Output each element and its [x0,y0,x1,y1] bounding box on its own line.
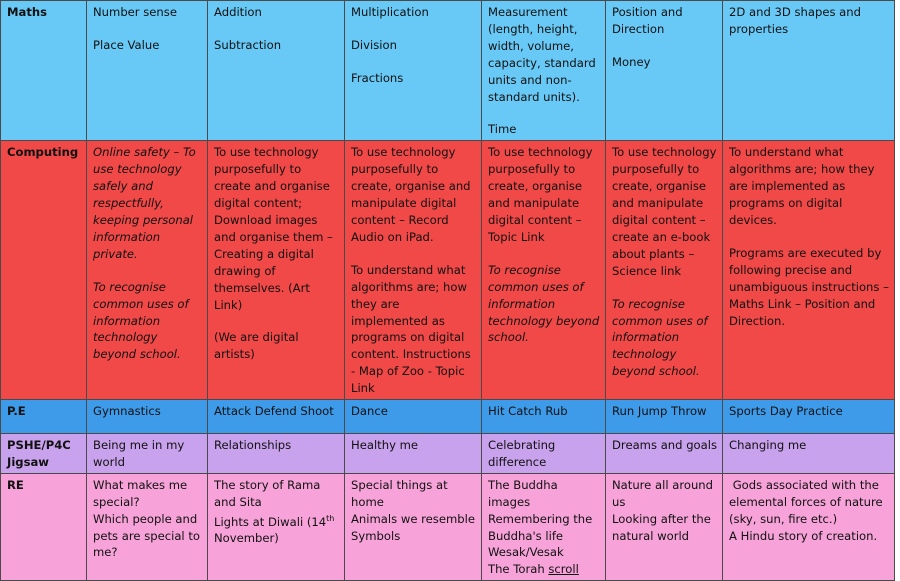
topic-line: Number sense [93,5,177,19]
topic-line: What makes me special? [93,477,188,509]
topic-cell: Changing me [723,434,895,474]
subject-cell: PSHE/P4C Jigsaw [1,434,87,474]
topic-cell [482,473,606,580]
subject-cell: P.E [1,400,87,434]
text-run: The Torah [488,562,549,577]
topic-line [488,561,600,578]
topic-cell [345,1,482,141]
topic-cell: Gymnastics [87,400,208,434]
re-row [1,473,895,580]
topic-cell: Relationships [208,434,345,474]
topic-line: To recognise common uses of information technology beyond school. [488,262,600,345]
topic-cell [208,1,345,141]
topic-line: Programs are executed by following precise and unambiguous instructions – Maths Link – Position and Direction. [729,245,889,328]
topic-line: Special things at home [351,477,448,509]
subject-cell: Maths [1,1,87,141]
topic-cell: Run Jump Throw [606,400,723,434]
topic-line: Subtraction [214,37,282,52]
topic-line: Money [612,54,651,69]
topic-cell [482,141,606,400]
topic-line [214,511,339,548]
subject-cell: Computing [1,141,87,400]
topic-line: (We are digital artists) [214,330,299,362]
text-run: November) [214,531,279,546]
text-run: scroll [548,562,579,577]
topic-cell [87,141,208,400]
topic-line: To understand what algorithms are; how they are implemented as programs on digital content. Instructions - Map of Zoo - Topic Link [351,262,471,396]
topic-line: Place Value [93,37,160,52]
topic-cell [208,473,345,580]
topic-cell: Dance [345,400,482,434]
topic-cell: Healthy me [345,434,482,474]
topic-line: Wesak/Vesak [488,545,564,560]
topic-cell [345,473,482,580]
topic-line: A Hindu story of creation. [729,528,878,543]
computing-row [1,141,895,400]
topic-line: Looking after the natural world [612,511,711,543]
topic-cell: Dreams and goals [606,434,723,474]
topic-line: 2D and 3D shapes and properties [729,5,861,36]
topic-cell: Hit Catch Rub [482,400,606,434]
topic-cell [723,1,895,141]
topic-cell [345,141,482,400]
topic-line: Multiplication [351,5,429,19]
topic-line: Symbols [351,528,401,543]
topic-cell [723,473,895,580]
topic-line: Gods associated with the elemental forces of nature (sky, sun, fire etc.) [729,477,887,526]
topic-line: To recognise common uses of information technology beyond school. [612,296,708,379]
topic-line: Fractions [351,70,404,85]
topic-cell [87,1,208,141]
topic-line: To use technology purposefully to create, organise and manipulate digital content – create an e-book about plants – Science link [612,145,717,278]
topic-cell: Sports Day Practice [723,400,895,434]
topic-line: To use technology purposefully to create and organise digital content; Download images and organise them – Creating a digital drawing of themselves. (Art Link) [214,145,333,312]
topic-line: Animals we resemble [351,511,475,526]
pe-row [1,400,895,434]
topic-cell [606,473,723,580]
topic-cell: Attack Defend Shoot [208,400,345,434]
topic-line: Which people and pets are special to me? [93,511,200,560]
subject-cell: RE [1,473,87,580]
topic-cell: Celebrating difference [482,434,606,474]
topic-cell [87,473,208,580]
topic-line: Nature all around us [612,477,713,509]
topic-line: To use technology purposefully to create, organise and manipulate digital content – Record Audio on iPad. [351,145,471,244]
topic-line: Online safety – To use technology safely and respectfully, keeping personal information private. [93,145,196,261]
maths-row [1,1,895,141]
topic-line: To recognise common uses of information technology beyond school. [93,279,189,362]
topic-line: Division [351,37,397,52]
topic-line: The story of Rama and Sita [214,477,321,509]
topic-line: Addition [214,5,262,19]
text-run: Lights at Diwali (14 [214,514,327,529]
topic-line: Measurement (length, height, width, volume, capacity, standard units and non-standard units). [488,5,596,104]
topic-cell [606,141,723,400]
topic-line: Time [488,122,517,137]
topic-line: The Buddha images [488,477,558,509]
topic-line: Remembering the Buddha's life [488,511,593,543]
topic-cell: Being me in my world [87,434,208,474]
topic-line: Position and Direction [612,5,683,36]
topic-cell [606,1,723,141]
topic-cell [208,141,345,400]
topic-line: To use technology purposefully to create, organise and manipulate digital content – Topic Link [488,145,593,244]
topic-cell [482,1,606,141]
pshe-row [1,434,895,474]
superscript: th [326,513,335,523]
topic-cell [723,141,895,400]
topic-line: To understand what algorithms are; how they are implemented as programs on digital devices. [729,145,875,227]
